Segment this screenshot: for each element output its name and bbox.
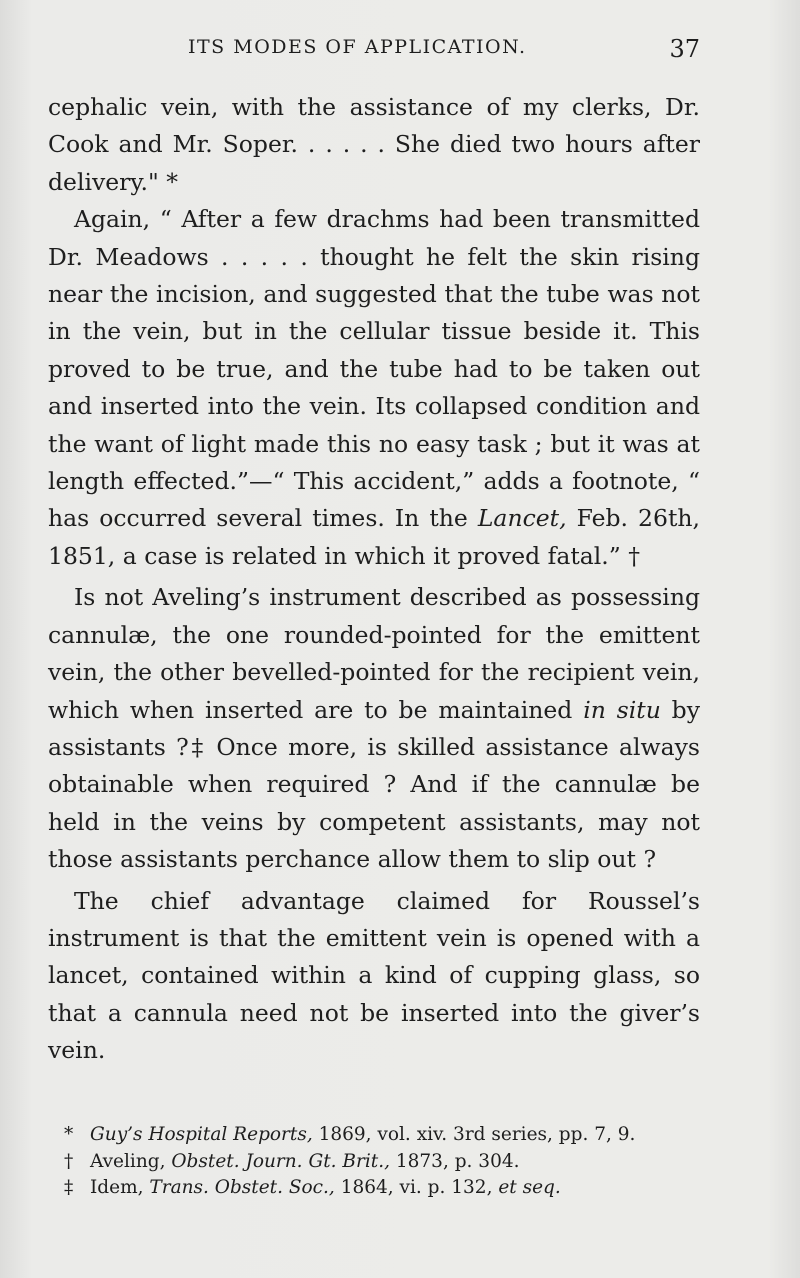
footnote-italic: et seq. <box>498 1177 561 1198</box>
footnote-italic: Guy’s Hospital Reports, <box>90 1124 313 1145</box>
paragraph-3-text-b: by assistants ?‡ Once more, is skilled assistance always obtainable when required ? And if the cannulæ be held in the veins by competent assistants, may not those assistants perchance allow them to slip out ? <box>48 695 701 874</box>
footnote-2 <box>64 1149 700 1176</box>
paragraph-4-text: The chief advantage claimed for Roussel’s instrument is that the emittent vein is opened with a lancet, contained within a kind of cupping glass, so that a cannula need not be inserted into the giver’s vein. <box>48 886 700 1065</box>
footnote-italic: Trans. Obstet. Soc., <box>149 1177 335 1198</box>
paragraph-3-text-a: Is not Aveling’s instrument described as possessing cannulæ, the one rounded-pointed for the emittent vein, the other bevelled-pointed for the recipient vein, which when inserted are to be maintained <box>48 583 700 724</box>
footnote-mark: * <box>64 1124 74 1145</box>
page-number: 37 <box>669 35 700 63</box>
paragraph-3 <box>48 579 700 878</box>
paragraph-2 <box>48 201 700 575</box>
running-head: ITS MODES OF APPLICATION. <box>188 36 527 58</box>
paragraph-2-text-b: Feb. 26th, 1851, a case is related in which it proved fatal.” † <box>48 504 700 570</box>
footnote-text: Aveling, <box>90 1150 172 1172</box>
footnote-text: 1864, vi. p. 132, <box>334 1177 499 1198</box>
paragraph-1-text: cephalic vein, with the assistance of my clerks, Dr. Cook and Mr. Soper. . . . . . She died two hours after delivery." * <box>48 93 700 196</box>
footnote-mark: ‡ <box>64 1177 74 1198</box>
footnote-mark: † <box>64 1150 74 1172</box>
page-header <box>48 34 700 68</box>
footnote-text: 1873, p. 304. <box>389 1150 520 1172</box>
in-situ-italic: in situ <box>583 695 661 724</box>
paragraph-2-text-a: Again, “ After a few drachms had been transmitted Dr. Meadows . . . . . thought he felt the skin rising near the incision, and suggested that the tube was not in the vein, but in the cellular tissue beside it. This proved to be true, and the tube had to be taken out and inserted into the vein. Its collapsed condition and the want of light made this no easy task ; but it was at length effected.”—“ This accident,” adds a footnote, “ has occurred several times. In the <box>48 205 700 533</box>
paragraph-4 <box>48 883 700 1070</box>
footnote-text: Idem, <box>90 1177 150 1198</box>
lancet-italic: Lancet, <box>477 504 567 533</box>
footnote-italic: Obstet. Journ. Gt. Brit., <box>171 1150 390 1172</box>
footnotes <box>64 1122 700 1202</box>
footnote-text: 1869, vol. xiv. 3rd series, pp. 7, 9. <box>312 1124 636 1145</box>
body-text <box>48 89 700 1070</box>
footnote-1 <box>64 1122 700 1149</box>
footnote-3 <box>64 1175 700 1202</box>
paragraph-1 <box>48 89 700 201</box>
